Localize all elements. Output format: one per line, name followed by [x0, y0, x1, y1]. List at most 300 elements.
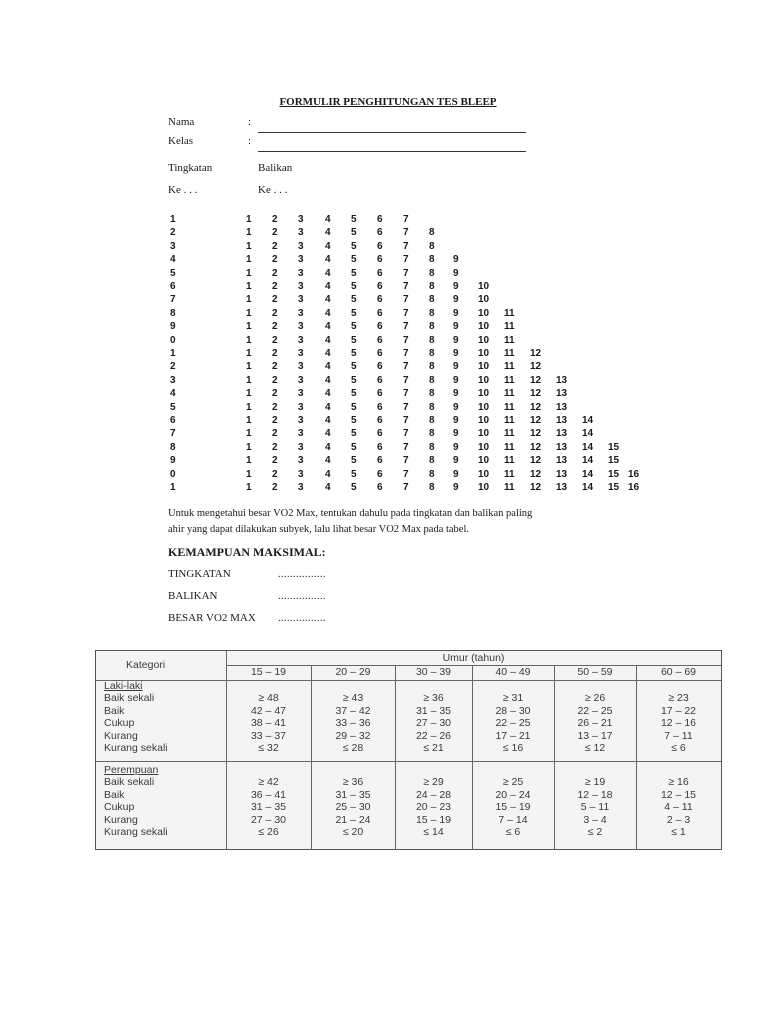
- shuttle-number: 8: [429, 334, 435, 346]
- shuttle-number: 8: [429, 374, 435, 386]
- balikan-label: Balikan: [258, 162, 293, 174]
- shuttle-number: 12: [530, 415, 542, 426]
- shuttle-number: 11: [504, 441, 515, 453]
- shuttle-number: 8: [429, 307, 435, 319]
- shuttle-number: 6: [377, 294, 383, 306]
- shuttle-number: 2: [272, 455, 278, 467]
- umur-header: Umur (tahun): [442, 652, 505, 664]
- shuttle-number: 8: [429, 468, 435, 480]
- shuttle-number: 9: [453, 482, 459, 493]
- shuttle-number: 11: [504, 321, 515, 333]
- shuttle-number: 3: [298, 455, 304, 467]
- shuttle-number: 2: [272, 307, 278, 319]
- shuttle-number: 5: [351, 361, 357, 373]
- shuttle-number: 9: [453, 468, 459, 480]
- vo2-value-cell: 22 – 26: [415, 729, 452, 742]
- shuttle-number: 11: [504, 348, 515, 359]
- shuttle-number: 7: [403, 388, 409, 400]
- shuttle-number: 7: [403, 482, 409, 493]
- shuttle-number: 7: [403, 307, 409, 319]
- nama-label: Nama: [168, 116, 195, 128]
- level-number: 6: [170, 415, 176, 426]
- shuttle-number: 10: [478, 334, 490, 346]
- shuttle-number: 10: [478, 482, 490, 493]
- shuttle-number: 4: [325, 294, 331, 306]
- vo2-value-cell: 25 – 30: [335, 801, 371, 813]
- vo2-value-cell: 36 – 41: [250, 788, 287, 801]
- vo2-value-cell: 24 – 28: [415, 788, 452, 801]
- shuttle-number: 3: [298, 334, 304, 346]
- shuttle-number: 5: [351, 240, 357, 252]
- shuttle-number: 4: [325, 415, 331, 426]
- level-number: 6: [170, 281, 176, 292]
- shuttle-number: 6: [377, 361, 383, 373]
- shuttle-number: 15: [608, 455, 620, 467]
- shuttle-number: 10: [478, 388, 490, 400]
- shuttle-number: 2: [272, 401, 278, 413]
- shuttle-number: 1: [246, 468, 252, 480]
- shuttle-number: 2: [272, 267, 278, 279]
- shuttle-number: 5: [351, 388, 357, 400]
- vo2-value-cell: 15 – 19: [495, 801, 531, 813]
- shuttle-number: 2: [272, 321, 278, 333]
- shuttle-number: 9: [453, 294, 459, 306]
- shuttle-number: 5: [351, 482, 357, 493]
- shuttle-number: 6: [377, 334, 383, 346]
- shuttle-number: 4: [325, 348, 331, 359]
- vo2-value-cell: ≤ 32: [258, 742, 279, 754]
- shuttle-number: 3: [298, 307, 304, 319]
- age-group-header: 30 – 39: [415, 666, 452, 678]
- shuttle-number: 12: [530, 388, 542, 400]
- shuttle-number: 6: [377, 240, 383, 252]
- vo2-value-cell: 26 – 21: [577, 717, 613, 729]
- shuttle-number: 5: [351, 307, 357, 319]
- shuttle-number: 5: [351, 294, 357, 306]
- shuttle-number: 5: [351, 428, 357, 440]
- shuttle-number: 14: [582, 428, 594, 440]
- vo2-value-cell: 31 – 35: [250, 801, 287, 813]
- shuttle-number: 9: [453, 441, 459, 453]
- shuttle-number: 2: [272, 254, 278, 266]
- shuttle-number: 10: [478, 455, 490, 467]
- shuttle-number: 1: [246, 294, 252, 306]
- shuttle-number: 12: [530, 374, 542, 386]
- shuttle-number: 10: [478, 307, 490, 319]
- shuttle-number: 4: [325, 374, 331, 386]
- vo2-value-cell: 31 – 35: [335, 788, 371, 801]
- instructions-line-1: Untuk mengetahui besar VO2 Max, tentukan dahulu pada tingkatan dan balikan paling: [168, 508, 533, 519]
- shuttle-number: 6: [377, 374, 383, 386]
- shuttle-number: 3: [298, 267, 304, 279]
- shuttle-number: 5: [351, 334, 357, 346]
- vo2-value-cell: ≥ 36: [423, 692, 444, 704]
- vo2-value-cell: 20 – 24: [495, 788, 531, 801]
- kemampuan-heading: KEMAMPUAN MAKSIMAL:: [168, 545, 326, 559]
- vo2-value-cell: 17 – 21: [495, 729, 531, 742]
- level-number: 7: [170, 428, 176, 440]
- shuttle-number: 3: [298, 348, 304, 359]
- vo2-value-cell: 29 – 32: [335, 729, 371, 742]
- shuttle-number: 12: [530, 428, 542, 440]
- shuttle-number: 7: [403, 254, 409, 266]
- level-number: 0: [170, 468, 176, 480]
- shuttle-number: 2: [272, 468, 278, 480]
- shuttle-number: 13: [556, 441, 568, 453]
- shuttle-number: 9: [453, 455, 459, 467]
- nama-line: [258, 132, 526, 133]
- shuttle-number: 13: [556, 388, 568, 400]
- vo2-value-cell: 17 – 22: [660, 704, 697, 717]
- vo2-value-cell: ≥ 31: [502, 692, 524, 704]
- shuttle-number: 9: [453, 334, 459, 346]
- shuttle-number: 1: [246, 307, 252, 319]
- shuttle-number: 6: [377, 441, 383, 453]
- vo2-value-cell: ≥ 42: [258, 776, 279, 788]
- shuttle-number: 1: [246, 428, 252, 440]
- level-number: 1: [170, 482, 176, 493]
- shuttle-number: 6: [377, 254, 383, 266]
- shuttle-number: 14: [582, 482, 594, 493]
- shuttle-number: 11: [504, 455, 515, 467]
- vo2-max-table: [95, 650, 722, 850]
- balikan-ke-label: Ke . . .: [258, 184, 288, 196]
- shuttle-number: 3: [298, 428, 304, 440]
- vo2-value-cell: 21 – 24: [335, 813, 371, 826]
- shuttle-number: 9: [453, 307, 459, 319]
- category-label: Kurang sekali: [104, 742, 168, 754]
- shuttle-number: 6: [377, 307, 383, 319]
- shuttle-number: 6: [377, 214, 383, 225]
- shuttle-number: 8: [429, 401, 435, 413]
- level-number: 9: [170, 455, 176, 467]
- shuttle-number: 6: [377, 281, 383, 292]
- nama-colon: :: [248, 116, 252, 128]
- vo2-value-cell: 20 – 23: [415, 801, 452, 813]
- shuttle-number: 2: [272, 294, 278, 306]
- kelas-line: [258, 151, 526, 152]
- vo2-value-cell: ≤ 1: [671, 826, 686, 838]
- shuttle-number: 4: [325, 334, 331, 346]
- balikan-fill-dots: ................: [278, 591, 326, 602]
- table-divider: [96, 680, 721, 681]
- vo2-value-cell: 13 – 17: [577, 729, 613, 742]
- shuttle-number: 5: [351, 267, 357, 279]
- shuttle-number: 4: [325, 441, 331, 453]
- shuttle-number: 4: [325, 240, 331, 252]
- shuttle-number: 9: [453, 428, 459, 440]
- shuttle-number: 9: [453, 374, 459, 386]
- shuttle-number: 3: [298, 468, 304, 480]
- shuttle-number: 8: [429, 281, 435, 292]
- vo2-value-cell: 12 – 18: [577, 788, 613, 801]
- vo2-value-cell: 5 – 11: [580, 801, 610, 813]
- shuttle-number: 11: [504, 468, 515, 480]
- tingkatan-label: Tingkatan: [168, 162, 213, 174]
- tingkatan-ke-label: Ke . . .: [168, 184, 198, 196]
- shuttle-number: 1: [246, 482, 252, 493]
- shuttle-number: 13: [556, 374, 568, 386]
- level-number: 4: [170, 254, 176, 266]
- shuttle-number: 1: [246, 401, 252, 413]
- shuttle-number: 9: [453, 267, 459, 279]
- shuttle-number: 7: [403, 281, 409, 292]
- shuttle-number: 1: [246, 281, 252, 292]
- shuttle-number: 13: [556, 428, 568, 440]
- vo2-value-cell: ≤ 2: [587, 826, 603, 838]
- vo2-value-cell: ≥ 16: [668, 776, 689, 788]
- shuttle-number: 3: [298, 254, 304, 266]
- vo2-value-cell: ≤ 16: [502, 742, 524, 754]
- shuttle-number: 7: [403, 455, 409, 467]
- shuttle-number: 7: [403, 468, 409, 480]
- shuttle-number: 8: [429, 455, 435, 467]
- level-number: 4: [170, 388, 176, 400]
- shuttle-number: 13: [556, 482, 568, 493]
- shuttle-number: 9: [453, 321, 459, 333]
- shuttle-number: 7: [403, 294, 409, 306]
- kemampuan-tingkatan-label: TINGKATAN: [168, 568, 231, 580]
- shuttle-number: 8: [429, 254, 435, 266]
- vo2-value-cell: 38 – 41: [250, 717, 287, 729]
- shuttle-number: 6: [377, 428, 383, 440]
- shuttle-number: 12: [530, 401, 542, 413]
- shuttle-number: 7: [403, 374, 409, 386]
- level-number: 8: [170, 307, 176, 319]
- shuttle-number: 7: [403, 227, 409, 239]
- shuttle-number: 4: [325, 428, 331, 440]
- shuttle-number: 2: [272, 281, 278, 292]
- shuttle-number: 7: [403, 240, 409, 252]
- category-label: Kurang sekali: [104, 826, 168, 838]
- vo2-value-cell: 7 – 14: [498, 813, 528, 826]
- shuttle-number: 4: [325, 321, 331, 333]
- shuttle-number: 14: [582, 415, 594, 426]
- vo2-value-cell: 27 – 30: [415, 717, 452, 729]
- shuttle-number: 2: [272, 428, 278, 440]
- vo2-value-cell: 15 – 19: [415, 813, 452, 826]
- shuttle-number: 7: [403, 441, 409, 453]
- vo2-value-cell: 33 – 36: [335, 717, 371, 729]
- shuttle-number: 8: [429, 428, 435, 440]
- shuttle-number: 4: [325, 267, 331, 279]
- shuttle-number: 3: [298, 321, 304, 333]
- level-number: 7: [170, 294, 176, 306]
- shuttle-number: 6: [377, 388, 383, 400]
- shuttle-number: 2: [272, 388, 278, 400]
- shuttle-number: 10: [478, 321, 490, 333]
- category-label: Cukup: [104, 801, 135, 813]
- shuttle-number: 9: [453, 254, 459, 266]
- shuttle-number: 1: [246, 348, 252, 359]
- shuttle-number: 11: [504, 374, 515, 386]
- shuttle-number: 1: [246, 415, 252, 426]
- shuttle-number: 10: [478, 415, 490, 426]
- shuttle-number: 11: [504, 388, 515, 400]
- shuttle-number: 12: [530, 361, 542, 373]
- shuttle-number: 5: [351, 374, 357, 386]
- shuttle-number: 1: [246, 321, 252, 333]
- instructions-line-2: ahir yang dapat dilakukan subyek, lalu lihat besar VO2 Max pada tabel.: [168, 524, 470, 535]
- shuttle-number: 10: [478, 428, 490, 440]
- shuttle-number: 1: [246, 361, 252, 373]
- shuttle-number: 2: [272, 227, 278, 239]
- shuttle-number: 1: [246, 388, 252, 400]
- category-label: Baik: [104, 788, 125, 801]
- shuttle-number: 3: [298, 281, 304, 292]
- category-label: Baik sekali: [104, 692, 155, 704]
- vo2-value-cell: 27 – 30: [250, 813, 287, 826]
- shuttle-number: 3: [298, 388, 304, 400]
- level-number: 5: [170, 267, 176, 279]
- shuttle-number: 10: [478, 294, 490, 306]
- shuttle-number: 7: [403, 401, 409, 413]
- shuttle-number: 14: [582, 455, 594, 467]
- shuttle-number: 6: [377, 227, 383, 239]
- vo2-value-cell: ≥ 25: [502, 776, 524, 788]
- shuttle-number: 7: [403, 267, 409, 279]
- male-section-label: Laki-laki: [104, 680, 143, 692]
- shuttle-number: 6: [377, 401, 383, 413]
- shuttle-number: 5: [351, 441, 357, 453]
- shuttle-number: 11: [504, 415, 515, 426]
- shuttle-number: 16: [628, 482, 640, 493]
- shuttle-number: 5: [351, 401, 357, 413]
- shuttle-number: 12: [530, 482, 542, 493]
- shuttle-number: 4: [325, 281, 331, 292]
- shuttle-number: 8: [429, 227, 435, 239]
- level-number: 3: [170, 240, 176, 252]
- shuttle-number: 15: [608, 468, 620, 480]
- shuttle-number: 3: [298, 415, 304, 426]
- shuttle-number: 4: [325, 254, 331, 266]
- shuttle-number: 7: [403, 361, 409, 373]
- shuttle-number: 4: [325, 227, 331, 239]
- page-title: FORMULIR PENGHITUNGAN TES BLEEP: [279, 96, 497, 108]
- shuttle-number: 4: [325, 482, 331, 493]
- shuttle-number: 9: [453, 348, 459, 359]
- shuttle-number: 10: [478, 468, 490, 480]
- shuttle-number: 2: [272, 214, 278, 225]
- shuttle-number: 12: [530, 441, 542, 453]
- shuttle-number: 13: [556, 455, 568, 467]
- table-divider: [96, 761, 721, 762]
- vo2-value-cell: 42 – 47: [250, 704, 287, 717]
- shuttle-number: 3: [298, 294, 304, 306]
- shuttle-number: 1: [246, 441, 252, 453]
- vo2-value-cell: ≥ 48: [258, 692, 279, 704]
- vo2-value-cell: ≤ 26: [258, 826, 279, 838]
- shuttle-number: 5: [351, 227, 357, 239]
- shuttle-number: 6: [377, 348, 383, 359]
- shuttle-number: 6: [377, 321, 383, 333]
- shuttle-number: 5: [351, 281, 357, 292]
- vo2-value-cell: ≤ 6: [505, 826, 521, 838]
- shuttle-number: 8: [429, 415, 435, 426]
- shuttle-number: 1: [246, 267, 252, 279]
- shuttle-number: 1: [246, 374, 252, 386]
- vo2-value-cell: ≥ 23: [668, 692, 689, 704]
- vo2-value-cell: 2 – 3: [666, 813, 691, 826]
- level-number: 9: [170, 321, 176, 333]
- shuttle-number: 4: [325, 307, 331, 319]
- shuttle-number: 6: [377, 455, 383, 467]
- shuttle-number: 10: [478, 361, 490, 373]
- shuttle-number: 11: [504, 361, 515, 373]
- shuttle-number: 1: [246, 455, 252, 467]
- shuttle-number: 2: [272, 334, 278, 346]
- shuttle-number: 5: [351, 254, 357, 266]
- shuttle-number: 7: [403, 321, 409, 333]
- shuttle-number: 8: [429, 348, 435, 359]
- shuttle-number: 3: [298, 374, 304, 386]
- shuttle-number: 3: [298, 482, 304, 493]
- shuttle-number: 12: [530, 348, 542, 359]
- vo2-value-cell: 22 – 25: [577, 704, 613, 717]
- shuttle-number: 2: [272, 415, 278, 426]
- shuttle-number: 6: [377, 468, 383, 480]
- shuttle-number: 10: [478, 401, 490, 413]
- shuttle-number: 10: [478, 281, 490, 292]
- shuttle-number: 5: [351, 468, 357, 480]
- shuttle-number: 3: [298, 240, 304, 252]
- shuttle-number: 2: [272, 361, 278, 373]
- shuttle-number: 6: [377, 267, 383, 279]
- tingkatan-fill-dots: ................: [278, 569, 326, 580]
- shuttle-number: 2: [272, 482, 278, 493]
- shuttle-number: 11: [504, 307, 515, 319]
- shuttle-number: 1: [246, 227, 252, 239]
- shuttle-number: 11: [504, 401, 515, 413]
- vo2-value-cell: ≤ 12: [584, 742, 606, 754]
- shuttle-number: 1: [246, 240, 252, 252]
- shuttle-number: 12: [530, 455, 542, 467]
- shuttle-number: 8: [429, 321, 435, 333]
- shuttle-number: 9: [453, 388, 459, 400]
- shuttle-number: 1: [246, 254, 252, 266]
- shuttle-number: 3: [298, 227, 304, 239]
- shuttle-number: 9: [453, 401, 459, 413]
- vo2-value-cell: 22 – 25: [495, 717, 531, 729]
- shuttle-number: 10: [478, 441, 490, 453]
- shuttle-number: 9: [453, 415, 459, 426]
- vo2-value-cell: ≥ 29: [423, 776, 444, 788]
- vo2-value-cell: 12 – 15: [660, 788, 697, 801]
- shuttle-number: 8: [429, 240, 435, 252]
- vo2-value-cell: ≤ 6: [671, 742, 686, 754]
- age-group-header: 15 – 19: [250, 666, 287, 678]
- level-number: 2: [170, 227, 176, 239]
- vo2-value-cell: 33 – 37: [250, 729, 287, 742]
- shuttle-number: 8: [429, 267, 435, 279]
- shuttle-number: 13: [556, 401, 568, 413]
- shuttle-number: 2: [272, 441, 278, 453]
- vo2-value-cell: 7 – 11: [664, 729, 693, 742]
- shuttle-number: 3: [298, 441, 304, 453]
- category-label: Baik: [104, 704, 125, 717]
- kategori-header: Kategori: [126, 659, 166, 671]
- vo2-value-cell: ≥ 36: [342, 776, 364, 788]
- level-number: 8: [170, 441, 176, 453]
- shuttle-number: 8: [429, 441, 435, 453]
- shuttle-number: 1: [246, 334, 252, 346]
- shuttle-number: 11: [504, 334, 515, 346]
- level-number: 2: [170, 361, 176, 373]
- shuttle-number: 4: [325, 468, 331, 480]
- female-section-label: Perempuan: [104, 764, 159, 776]
- vo2-value-cell: ≤ 14: [423, 826, 444, 838]
- kemampuan-balikan-label: BALIKAN: [168, 590, 218, 602]
